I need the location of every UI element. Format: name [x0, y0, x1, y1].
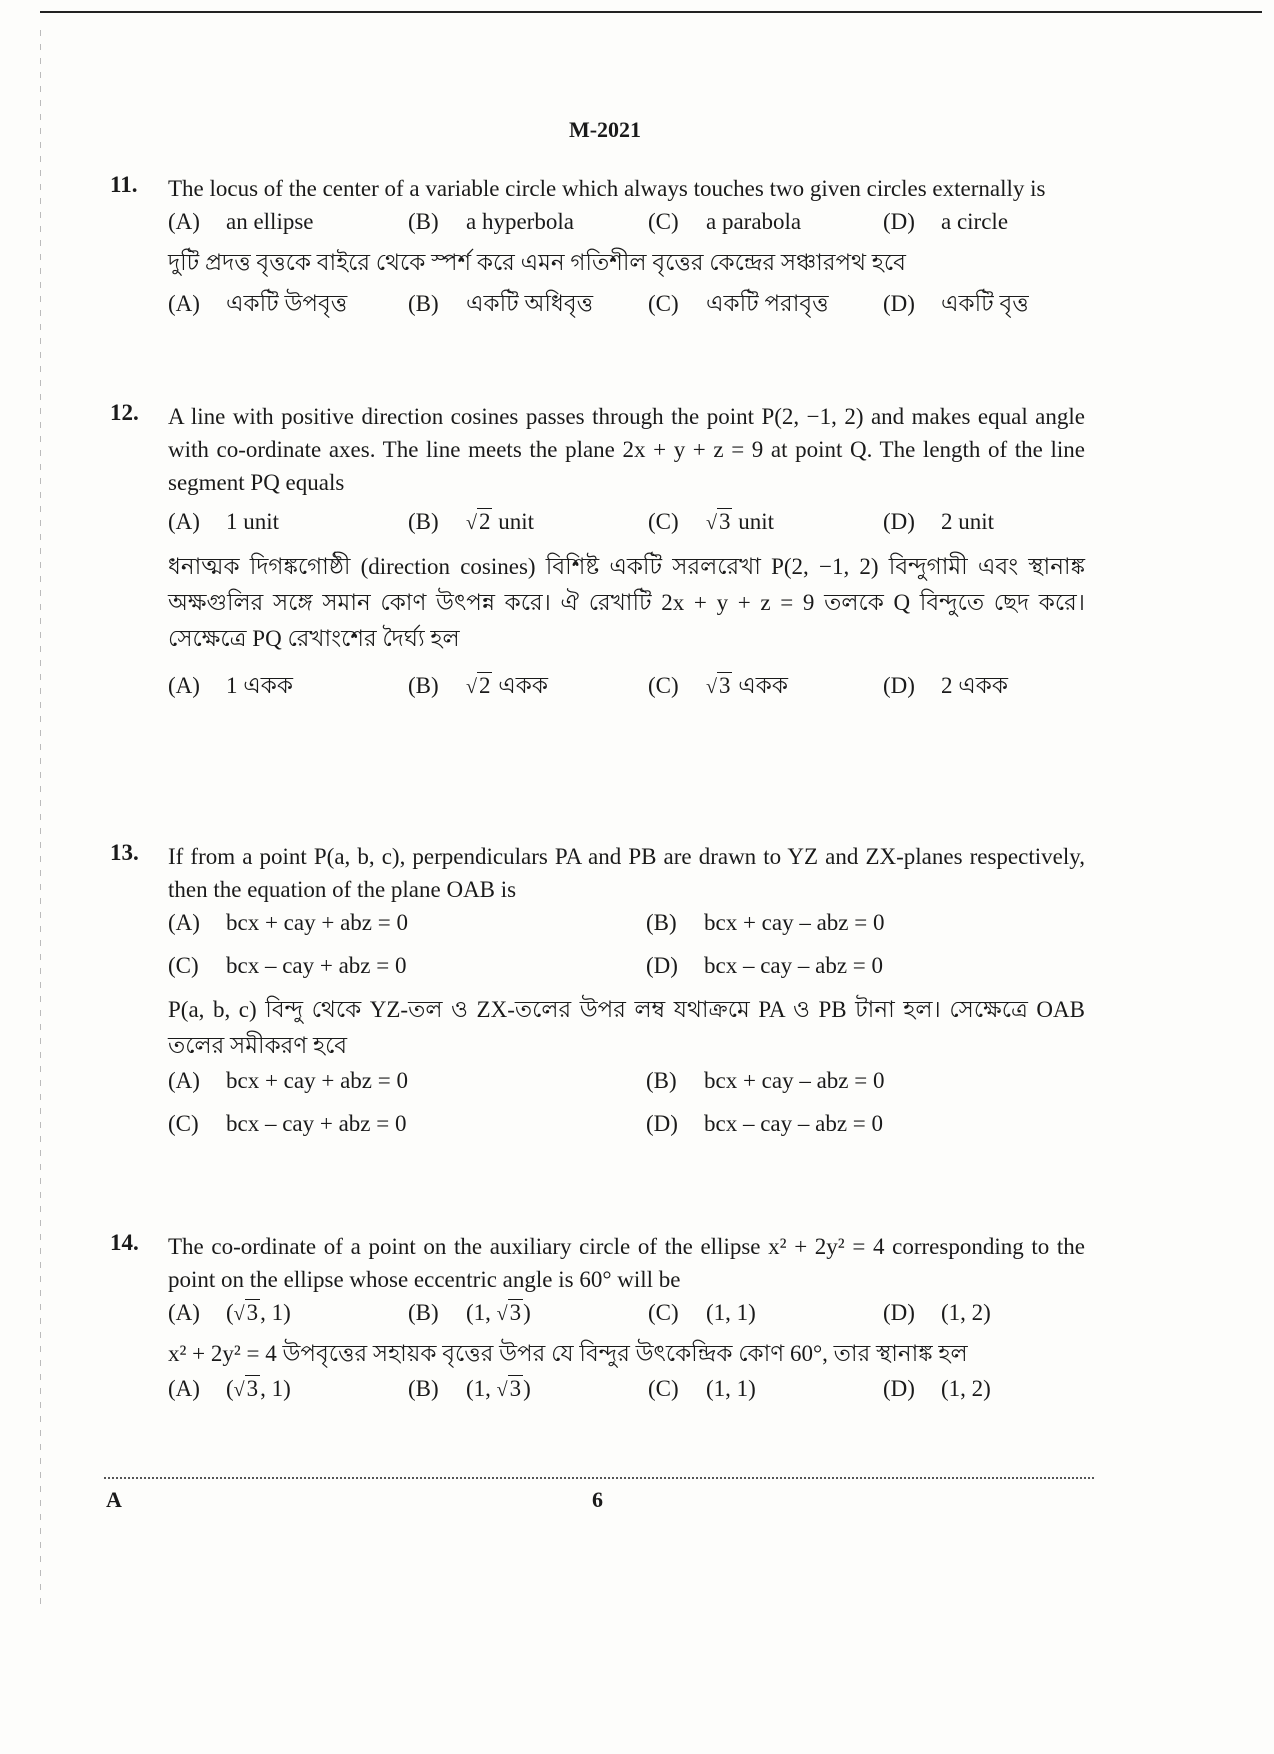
- option-b: (B) (1, √3): [408, 1300, 531, 1325]
- option-c-bn: (C) একটি পরাবৃত্ত: [648, 291, 829, 316]
- question-set-label: A: [106, 1487, 122, 1512]
- question-text-en: If from a point P(a, b, c), perpendiculars PA and PB are drawn to YZ and ZX-planes respectively, then the equation of the plane OAB is: [168, 844, 1085, 902]
- question-text-bn: x² + 2y² = 4 উপবৃত্তের সহায়ক বৃত্তের উপর যে বিন্দুর উৎকেন্দ্রিক কোণ 60°, তার স্থানাঙ্ক হল: [168, 1341, 968, 1366]
- option-a: (A) an ellipse: [168, 209, 314, 234]
- footer-rule: [104, 1477, 1094, 1479]
- option-c: (C) (1, 1): [648, 1300, 756, 1325]
- options-en: [168, 505, 1085, 545]
- sqrt-expression: √3: [233, 1376, 259, 1401]
- sqrt-expression: √3: [496, 1376, 522, 1401]
- options-en: [168, 1296, 1085, 1336]
- option-a-bn: (A) 1 একক: [168, 673, 293, 698]
- paper-code: M-2021: [568, 117, 642, 142]
- option-d-bn: (D) 2 একক: [883, 673, 1008, 698]
- question-11: [110, 172, 1085, 321]
- question-text-bn: P(a, b, c) বিন্দু থেকে YZ-তল ও ZX-তলের উপর লম্ব যথাক্রমে PA ও PB টানা হল। সেক্ষেত্রে OAB তলের সমীকরণ হবে: [168, 997, 1085, 1058]
- question-text-en: A line with positive direction cosines passes through the point P(2, −1, 2) and makes equal angle with co-ordinate axes. The line meets the plane 2x + y + z = 9 at point Q. The length of the line segment PQ equals: [168, 404, 1085, 495]
- question-13: [110, 840, 1085, 1150]
- question-number: 12.: [110, 400, 139, 425]
- option-a-bn: (A) (√3, 1): [168, 1376, 291, 1401]
- option-c: (C) bcx – cay + abz = 0: [168, 953, 407, 978]
- options-bn: [168, 1372, 1085, 1412]
- options-bn: [168, 281, 1085, 321]
- option-a: (A) (√3, 1): [168, 1300, 291, 1325]
- sqrt-expression: √3: [233, 1300, 259, 1325]
- option-b: (B) bcx + cay – abz = 0: [646, 910, 885, 935]
- option-b: (B) √2 unit: [408, 509, 535, 534]
- option-d-bn: (D) (1, 2): [883, 1376, 991, 1401]
- question-text-bn: দুটি প্রদত্ত বৃত্তকে বাইরে থেকে স্পর্শ করে এমন গতিশীল বৃত্তের কেন্দ্রের সঞ্চারপথ হবে: [168, 250, 906, 275]
- option-b: (B) a hyperbola: [408, 209, 574, 234]
- option-c: (C) a parabola: [648, 209, 802, 234]
- sqrt-expression: √2: [466, 509, 491, 534]
- question-14: [110, 1230, 1085, 1412]
- option-b-bn: (B) (1, √3): [408, 1376, 531, 1401]
- option-b-bn: (B) একটি অধিবৃত্ত: [408, 291, 594, 316]
- option-a: (A) 1 unit: [168, 509, 280, 534]
- option-d: (D) 2 unit: [883, 509, 995, 534]
- options-en-row2: [168, 949, 1085, 992]
- option-c: (C) √3 unit: [648, 509, 775, 534]
- option-a: (A) bcx + cay + abz = 0: [168, 910, 408, 935]
- option-c-bn: (C) √3 একক: [648, 673, 788, 698]
- option-c-bn: (C) bcx – cay + abz = 0: [168, 1111, 407, 1136]
- sqrt-expression: √3: [496, 1300, 522, 1325]
- question-number: 14.: [110, 1230, 139, 1255]
- question-text-bn: ধনাত্মক দিগঙ্কগোষ্ঠী (direction cosines) বিশিষ্ট একটি সরলরেখা P(2, −1, 2) বিন্দুগামী এবং স্থানাঙ্ক অক্ষগুলির সঙ্গে সমান কোণ উৎপন্ন করে। ঐ রেখাটি 2x + y + z = 9 তলকে Q বিন্দুতে ছেদ করে। সেক্ষেত্রে PQ রেখাংশের দৈর্ঘ্য হল: [168, 554, 1085, 651]
- option-a-bn: (A) একটি উপবৃত্ত: [168, 291, 348, 316]
- sqrt-expression: √3: [706, 673, 731, 698]
- option-b-bn: (B) √2 একক: [408, 673, 548, 698]
- options-bn-row1: [168, 1064, 1085, 1107]
- question-text-en: The locus of the center of a variable circle which always touches two given circles externally is: [168, 176, 1046, 201]
- sqrt-expression: √2: [466, 673, 491, 698]
- options-en: [168, 205, 1085, 245]
- left-margin-line: [40, 30, 41, 1610]
- options-bn: [168, 663, 1085, 703]
- question-number: 13.: [110, 840, 139, 865]
- option-d-bn: (D) একটি বৃত্ত: [883, 291, 1029, 316]
- top-rule: [40, 11, 1262, 13]
- option-c-bn: (C) (1, 1): [648, 1376, 756, 1401]
- question-text-en: The co-ordinate of a point on the auxiliary circle of the ellipse x² + 2y² = 4 corresponding to the point on the ellipse whose eccentric angle is 60° will be: [168, 1234, 1085, 1292]
- question-number: 11.: [110, 172, 138, 197]
- sqrt-expression: √3: [706, 509, 731, 534]
- option-b-bn: (B) bcx + cay – abz = 0: [646, 1068, 885, 1093]
- option-a-bn: (A) bcx + cay + abz = 0: [168, 1068, 408, 1093]
- option-d: (D) (1, 2): [883, 1300, 991, 1325]
- page-number: 6: [592, 1487, 603, 1512]
- option-d: (D) a circle: [883, 209, 1009, 234]
- option-d-bn: (D) bcx – cay – abz = 0: [646, 1111, 884, 1136]
- options-bn-row2: [168, 1107, 1085, 1150]
- question-12: [110, 400, 1085, 703]
- options-en-row1: [168, 906, 1085, 949]
- option-d: (D) bcx – cay – abz = 0: [646, 953, 884, 978]
